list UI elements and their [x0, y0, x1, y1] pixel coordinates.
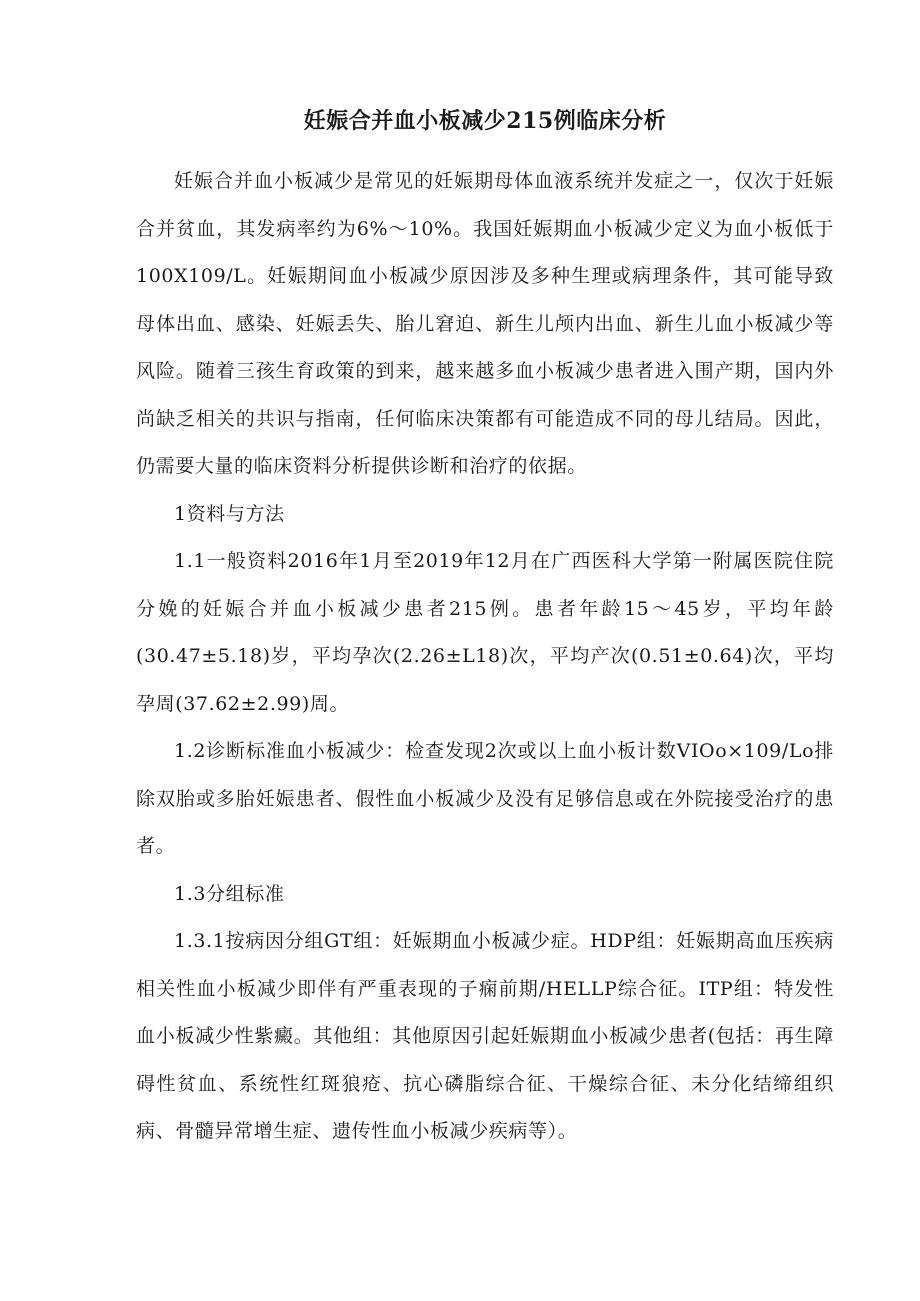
etiology-grouping-paragraph: 1.3.1按病因分组GT组：妊娠期血小板减少症。HDP组：妊娠期高血压疾病相关性血小板减少即伴有严重表现的子痫前期/HELLP综合征。ITP组：特发性血小板减少性紫癜。其他组：其他原因引起妊娠期血小板减少患者(包括：再生障碍性贫血、系统性红斑狼疮、抗心磷脂综合征、干燥综合征、未分化结缔组织病、骨髓异常增生症、遗传性血小板减少疾病等）。 — [136, 930, 834, 1142]
intro-paragraph: 妊娠合并血小板减少是常见的妊娠期母体血液系统并发症之一，仅次于妊娠合并贫血，其发病率约为6%〜10%。我国妊娠期血小板减少定义为血小板低于100X109/L。妊娠期间血小板减少原因涉及多种生理或病理条件，其可能导致母体出血、感染、妊娠丢失、胎儿窘迫、新生儿颅内出血、新生儿血小板减少等风险。随着三孩生育政策的到来，越来越多血小板减少患者进入围产期，国内外尚缺乏相关的共识与指南，任何临床决策都有可能造成不同的母儿结局。因此，仍需要大量的临床资料分析提供诊断和治疗的依据。 — [136, 170, 834, 477]
general-data-paragraph: 1.1一般资料2016年1月至2019年12月在广西医科大学第一附属医院住院分娩的妊娠合并血小板减少患者215例。患者年龄15〜45岁，平均年龄(30.47±5.18)岁，平均孕次(2.26±L18)次，平均产次(0.51±0.64)次，平均孕周(37.62±2.99)周。 — [136, 550, 834, 715]
section-heading-materials-methods: 1资料与方法 — [174, 502, 285, 525]
document-title: 妊娠合并血小板减少215例临床分析 — [303, 108, 667, 134]
document-page — [136, 104, 834, 1156]
grouping-criteria-heading: 1.3分组标准 — [174, 882, 285, 905]
diagnostic-criteria-paragraph: 1.2诊断标准血小板减少：检查发现2次或以上血小板计数VIOo×109∕Lo排除双胎或多胎妊娠患者、假性血小板减少及没有足够信息或在外院接受治疗的患者。 — [136, 740, 834, 857]
